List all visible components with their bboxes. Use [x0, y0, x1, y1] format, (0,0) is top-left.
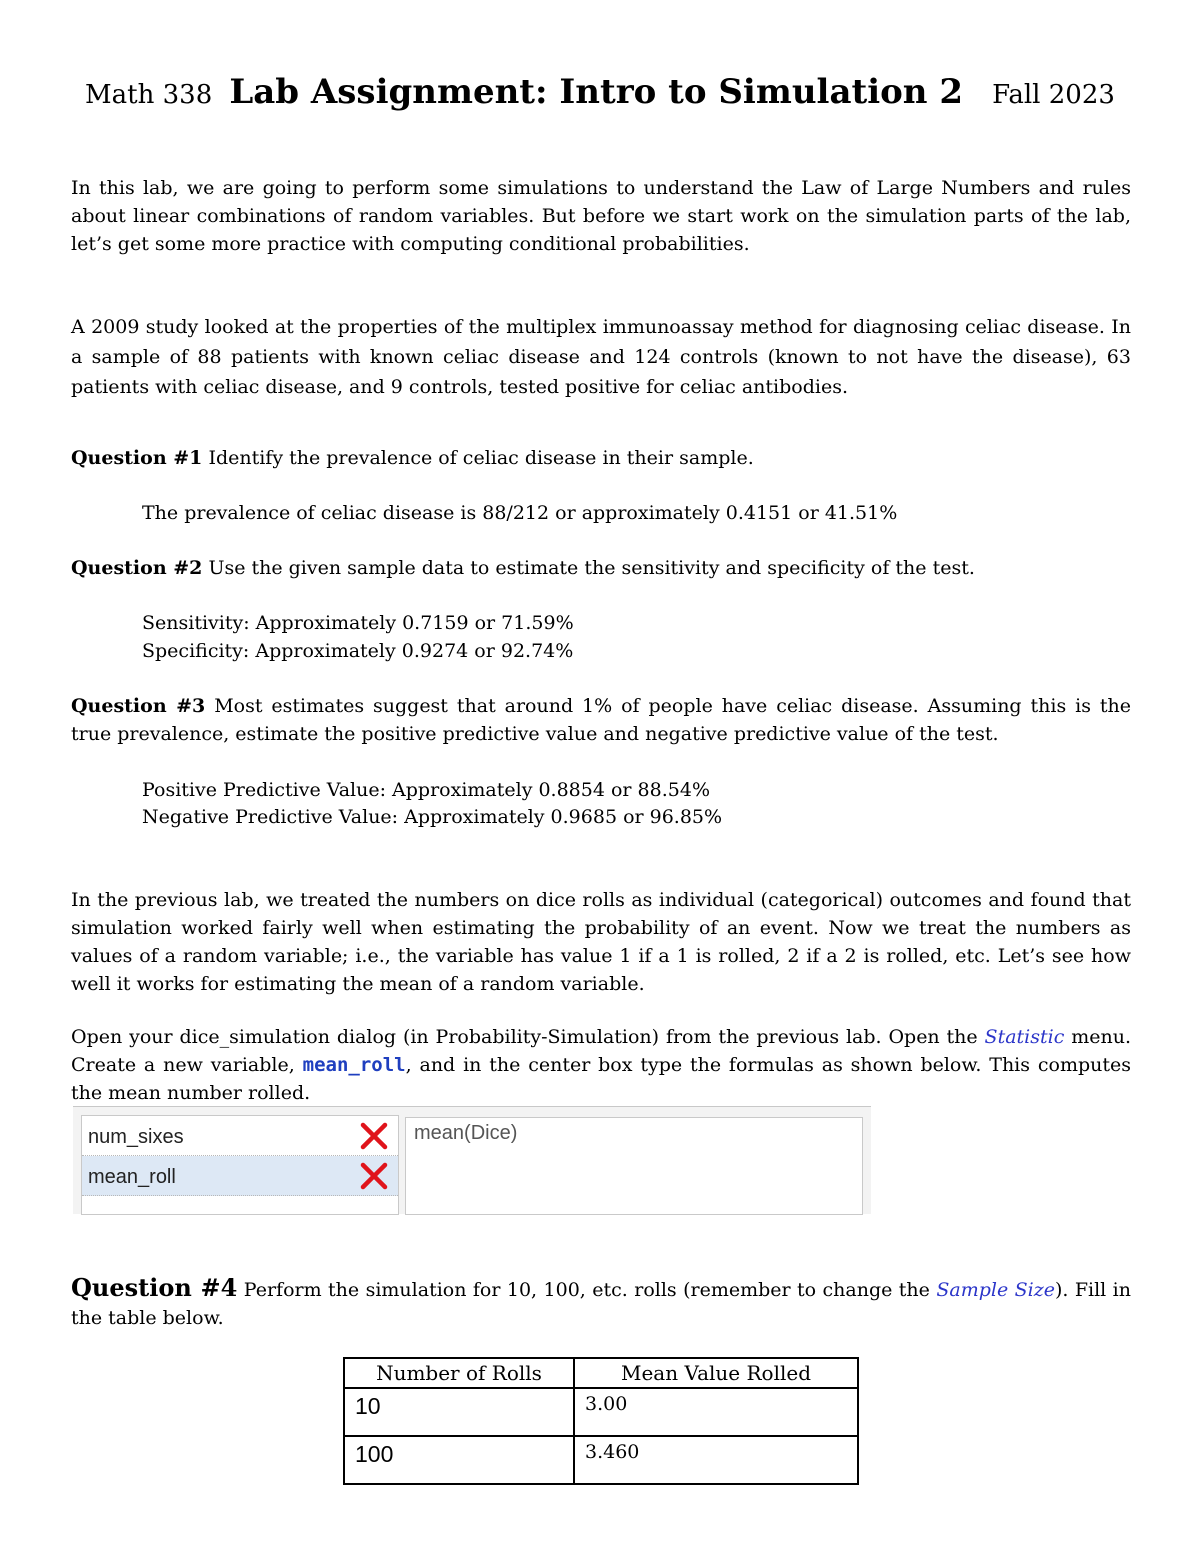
- header-number-of-rolls: Number of Rolls: [344, 1358, 574, 1388]
- variable-list: [81, 1115, 399, 1215]
- instructions-part-3: , and in the center box type the formulas as shown below. This computes the mean number rolled.: [71, 1054, 1131, 1104]
- question-4-text-2: ). Fill in the table below.: [71, 1279, 1132, 1329]
- question-1: [71, 444, 1131, 472]
- results-table: [343, 1357, 859, 1485]
- table-row: [344, 1436, 858, 1484]
- question-3-text: Most estimates suggest that around 1% of people have celiac disease. Assuming this is the true prevalence, estimate the positive predictive value and negative predictive value of the test.: [71, 695, 1131, 745]
- term-label: Fall 2023: [992, 80, 1115, 110]
- statistic-dialog-screenshot: [73, 1106, 871, 1214]
- question-3-label: Question #3: [71, 695, 206, 717]
- question-1-label: Question #1: [71, 447, 203, 469]
- question-2: [71, 554, 1131, 582]
- table-row: [344, 1388, 858, 1436]
- header-mean-value-rolled: Mean Value Rolled: [574, 1358, 858, 1388]
- variable-row[interactable]: [82, 1116, 398, 1156]
- question-1-text: Identify the prevalence of celiac disease in their sample.: [208, 447, 754, 469]
- mean-cell: 3.460: [574, 1436, 858, 1484]
- sample-size-ref: Sample Size: [936, 1279, 1055, 1301]
- question-2-text: Use the given sample data to estimate the sensitivity and specificity of the test.: [208, 557, 975, 579]
- statistic-menu-ref: Statistic: [984, 1026, 1065, 1048]
- variable-name: num_sixes: [88, 1126, 184, 1148]
- formula-box[interactable]: mean(Dice): [405, 1117, 863, 1215]
- study-paragraph: A 2009 study looked at the properties of the multiplex immunoassay method for diagnosing celiac disease. In a sample of 88 patients with known celiac disease and 124 controls (known to not have the disease), 63 patients with celiac disease, and 9 controls, tested positive for celiac antibodies.: [71, 316, 1131, 398]
- instructions-part-2: menu. Create a new variable,: [71, 1026, 1131, 1076]
- rolls-cell: 100: [344, 1436, 574, 1484]
- question-4-text-1: Perform the simulation for 10, 100, etc. rolls (remember to change the: [243, 1279, 937, 1301]
- npv-answer: Negative Predictive Value: Approximately 0.9685 or 96.85%: [142, 806, 723, 828]
- rolls-cell: 10: [344, 1388, 574, 1436]
- instructions-paragraph: [71, 1023, 1131, 1107]
- question-4: [71, 1274, 1131, 1332]
- intro-paragraph: In this lab, we are going to perform some simulations to understand the Law of Large Numbers and rules about linear combinations of random variables. But before we start work on the simulation parts of the lab, let’s get some more practice with computing conditional probabilities.: [71, 177, 1131, 255]
- variable-row-selected[interactable]: [82, 1156, 398, 1196]
- specificity-answer: Specificity: Approximately 0.9274 or 92.74%: [142, 640, 574, 662]
- variable-name: mean_roll: [88, 1166, 176, 1188]
- mean-roll-variable: mean_roll: [302, 1054, 406, 1076]
- question-2-label: Question #2: [71, 557, 203, 579]
- page-title: [0, 72, 1200, 112]
- assignment-title: Lab Assignment: Intro to Simulation 2: [229, 72, 963, 112]
- question-4-label: Question #4: [71, 1273, 238, 1302]
- delete-icon[interactable]: [358, 1160, 390, 1192]
- sensitivity-answer: Sensitivity: Approximately 0.7159 or 71.59%: [142, 612, 574, 634]
- delete-icon[interactable]: [358, 1120, 390, 1152]
- question-3: [71, 692, 1131, 748]
- instructions-part-1: Open your dice_simulation dialog (in Probability-Simulation) from the previous lab. Open the: [71, 1026, 985, 1048]
- question-1-answer: The prevalence of celiac disease is 88/212 or approximately 0.4151 or 41.51%: [142, 502, 898, 524]
- ppv-answer: Positive Predictive Value: Approximately 0.8854 or 88.54%: [142, 779, 710, 801]
- previous-lab-paragraph: In the previous lab, we treated the numbers on dice rolls as individual (categorical) outcomes and found that simulation worked fairly well when estimating the probability of an event. Now we treat the numbers as values of a random variable; i.e., the variable has value 1 if a 1 is rolled, 2 if a 2 is rolled, etc. Let’s see how well it works for estimating the mean of a random variable.: [71, 889, 1131, 995]
- course-name: Math 338: [85, 80, 213, 110]
- mean-cell: 3.00: [574, 1388, 858, 1436]
